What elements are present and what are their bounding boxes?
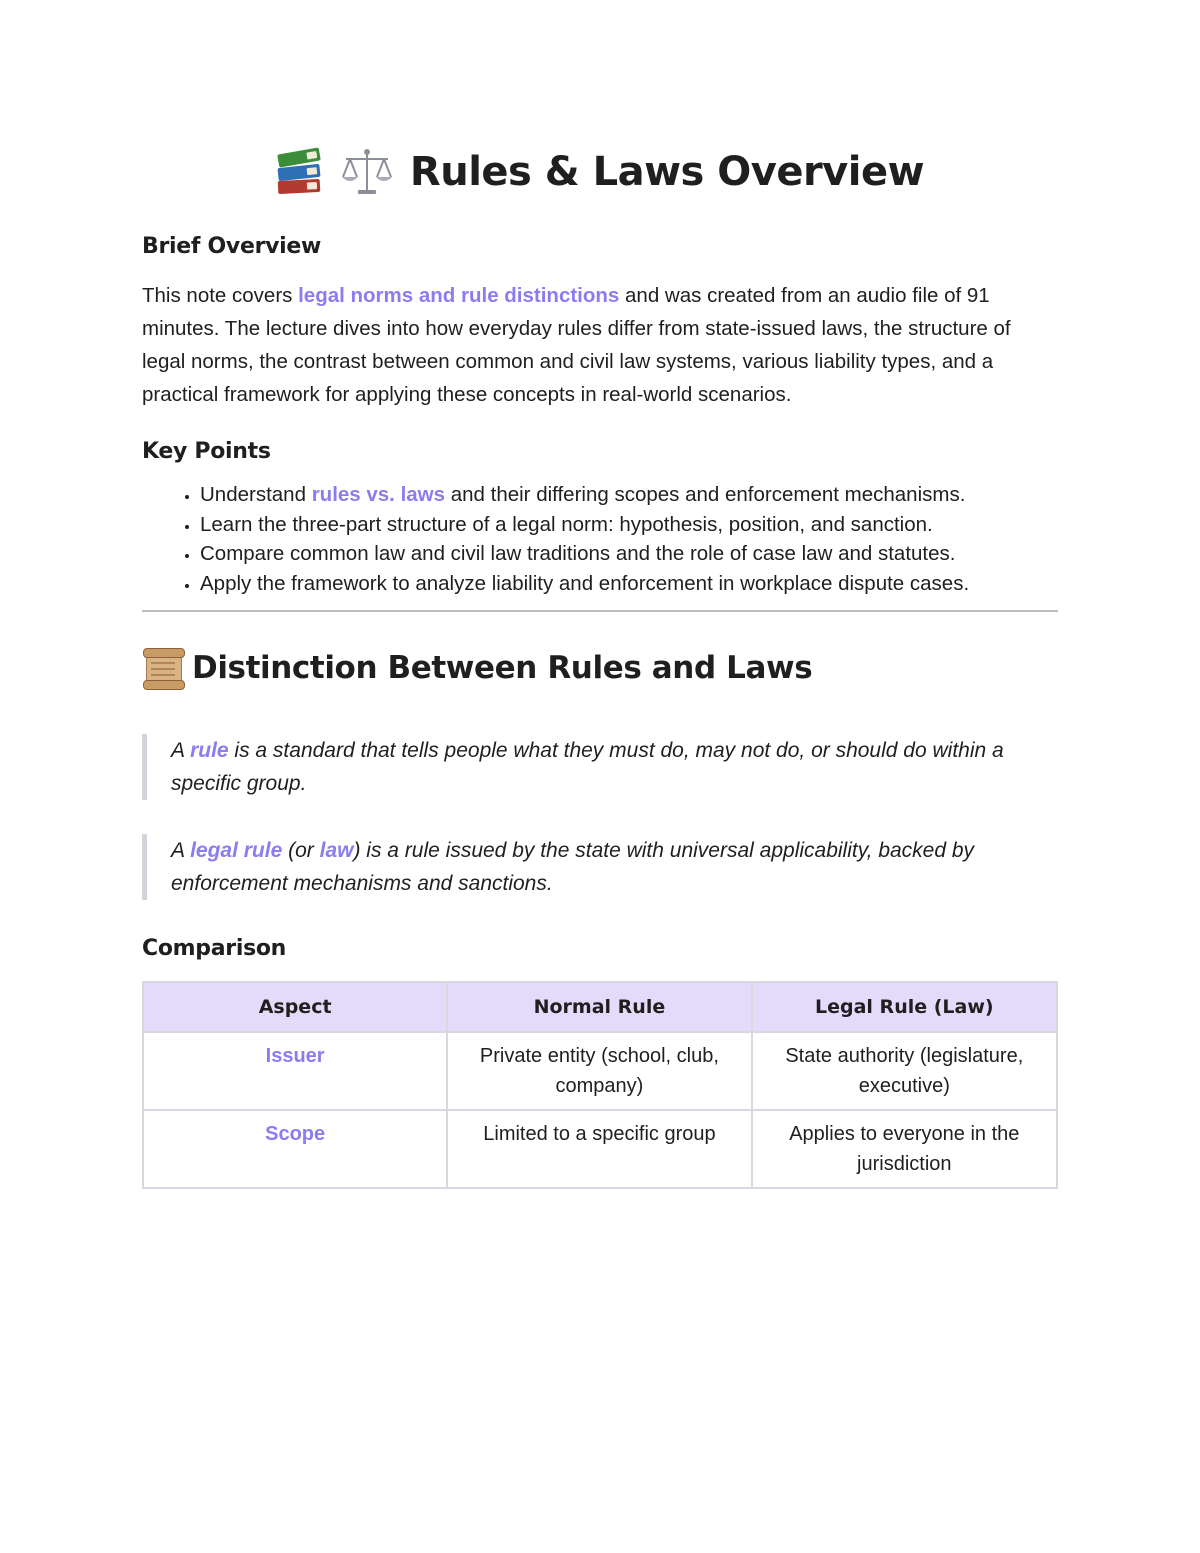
column-header: Legal Rule (Law) [752, 982, 1057, 1032]
table-cell: Limited to a specific group [447, 1110, 751, 1188]
term-legal-rule: legal rule [190, 839, 283, 862]
table-cell: Private entity (school, club, company) [447, 1032, 751, 1110]
balance-scale-icon [340, 147, 394, 197]
section-heading [142, 646, 1058, 690]
term-law: law [319, 839, 354, 862]
list-item: • Understand rules vs. laws and their differing scopes and enforcement mechanisms. [200, 480, 1058, 510]
list-item: • Compare common law and civil law traditions and the role of case law and statutes. [200, 539, 1058, 569]
table-cell: State authority (legislature, executive) [752, 1032, 1057, 1110]
key-point-highlight: rules vs. laws [311, 483, 446, 506]
law-definition-quote: A legal rule (or law) is a rule issued by the state with universal applicability, backed by enforcement mechanisms and sanctions. [142, 834, 1058, 900]
key-points-list [142, 480, 1058, 598]
document-title [142, 140, 1058, 204]
column-header: Normal Rule [447, 982, 751, 1032]
list-item: • Apply the framework to analyze liability and enforcement in workplace dispute cases. [200, 569, 1058, 599]
brief-overview-highlight: legal norms and rule distinctions [298, 284, 620, 307]
comparison-table [142, 981, 1058, 1189]
comparison-heading: Comparison [142, 936, 287, 961]
key-points-heading: Key Points [142, 439, 271, 464]
rule-definition-quote: A rule is a standard that tells people what they must do, may not do, or should do within a specific group. [142, 734, 1058, 800]
table-row [143, 1110, 1057, 1188]
brief-overview-heading: Brief Overview [142, 234, 322, 259]
books-icon [276, 147, 324, 197]
note-content [142, 140, 1058, 1189]
table-header-row [143, 982, 1057, 1032]
table-cell: Applies to everyone in the jurisdiction [752, 1110, 1057, 1188]
title-text: Rules & Laws Overview [409, 149, 925, 195]
section-heading-text: Distinction Between Rules and Laws [192, 650, 813, 686]
column-header: Aspect [143, 982, 447, 1032]
section-divider [142, 610, 1058, 612]
table-row [143, 1032, 1057, 1110]
table-cell: Issuer [143, 1032, 447, 1110]
table-cell: Scope [143, 1110, 447, 1188]
scroll-icon [142, 646, 184, 690]
brief-overview-text: This note covers legal norms and rule distinctions and was created from an audio file of 91 minutes. The lecture dives into how everyday rules differ from state-issued laws, the structure of legal norms, the contrast between common and civil law systems, various liability types, and a practical framework for applying these concepts in real-world scenarios. [142, 284, 1011, 406]
term-rule: rule [190, 739, 229, 762]
list-item: • Learn the three-part structure of a legal norm: hypothesis, position, and sanction. [200, 510, 1058, 540]
